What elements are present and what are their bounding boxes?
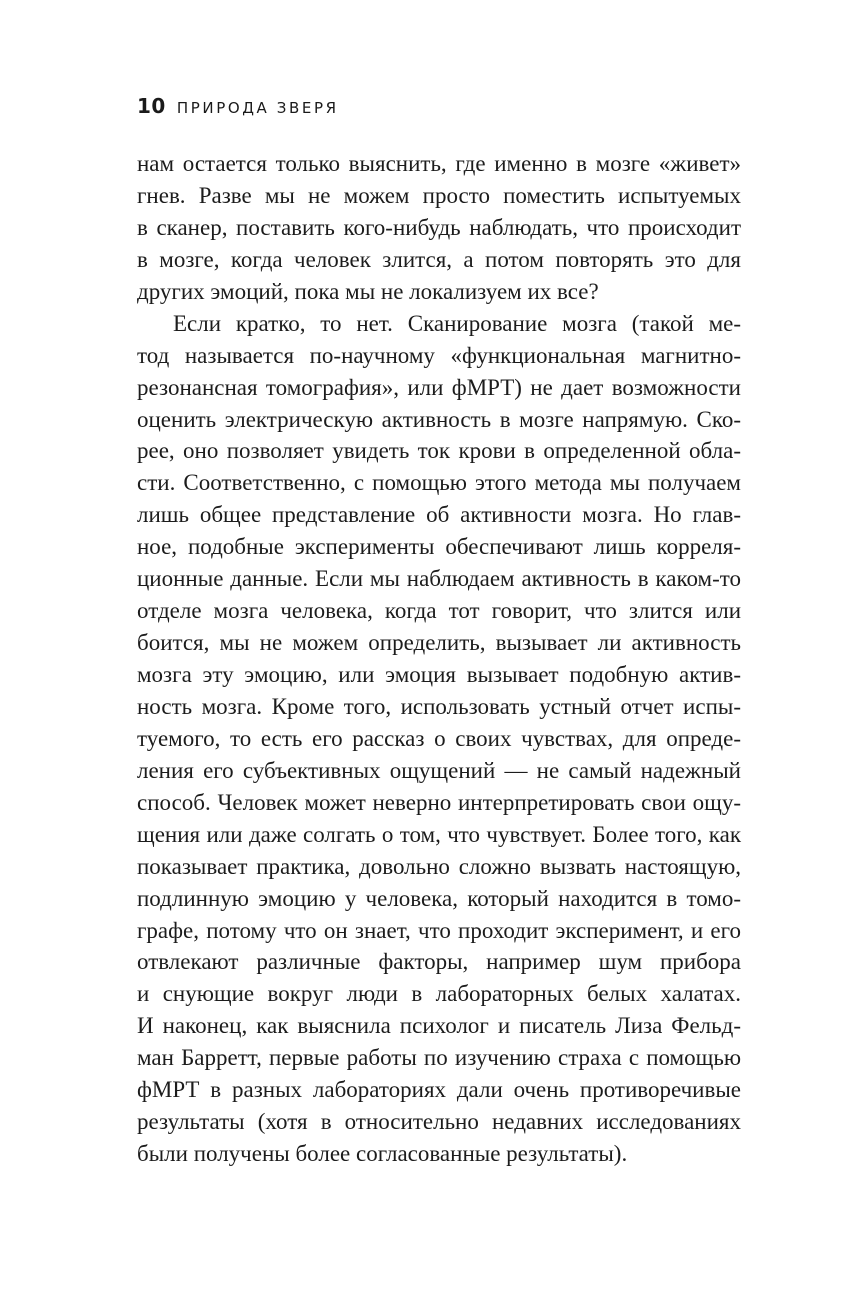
text-line: ман Барретт, первые работы по изучению страха с помощью bbox=[137, 1045, 741, 1071]
text-line: ность мозга. Кроме того, использовать устный отчет испы- bbox=[137, 693, 741, 719]
text-line: в сканер, поставить кого-нибудь наблюдать, что происходит bbox=[137, 214, 741, 240]
text-line: фМРТ в разных лабораториях дали очень противоречивые bbox=[137, 1077, 741, 1103]
text-line: были получены более согласованные результаты). bbox=[137, 1141, 628, 1167]
text-line: показывает практика, довольно сложно вызвать настоящую, bbox=[137, 853, 741, 879]
text-line: И наконец, как выяснила психолог и писатель Лиза Фельд- bbox=[137, 1013, 741, 1039]
text-line: отделе мозга человека, когда тот говорит, что злится или bbox=[137, 598, 741, 624]
text-line: способ. Человек может неверно интерпретировать свои ощу- bbox=[137, 789, 741, 815]
body-text bbox=[137, 148, 741, 1170]
text-line: Если кратко, то нет. Сканирование мозга (такой ме- bbox=[173, 310, 741, 336]
text-line: оценить электрическую активность в мозге напрямую. Ско- bbox=[137, 406, 741, 432]
text-line: мозга эту эмоцию, или эмоция вызывает подобную актив- bbox=[137, 662, 741, 687]
text-line: подлинную эмоцию у человека, который находится в томо- bbox=[137, 885, 741, 911]
text-line: и снующие вокруг люди в лабораторных белых халатах. bbox=[137, 981, 741, 1007]
text-line: рее, оно позволяет увидеть ток крови в определенной обла- bbox=[137, 438, 741, 464]
text-line: боится, мы не можем определить, вызывает ли активность bbox=[137, 630, 741, 656]
text-line: отвлекают различные факторы, например шум прибора bbox=[137, 949, 741, 975]
text-line: гнев. Разве мы не можем просто поместить испытуемых bbox=[137, 182, 741, 208]
text-line: тод называется по-научному «функциональная магнитно- bbox=[137, 342, 741, 368]
text-line: сти. Соответственно, с помощью этого метода мы получаем bbox=[137, 470, 741, 496]
text-line: других эмоций, пока мы не локализуем их все? bbox=[137, 278, 599, 304]
text-line: резонансная томография», или фМРТ) не дает возможности bbox=[137, 374, 741, 400]
text-line: результаты (хотя в относительно недавних исследованиях bbox=[137, 1109, 741, 1135]
text-line: ное, подобные эксперименты обеспечивают лишь корреля- bbox=[137, 534, 741, 560]
text-line: лишь общее представление об активности мозга. Но глав- bbox=[137, 502, 741, 528]
text-line: нам остается только выяснить, где именно в мозге «живет» bbox=[137, 151, 741, 176]
text-line: в мозге, когда человек злится, а потом повторять это для bbox=[137, 246, 741, 272]
text-line: ционные данные. Если мы наблюдаем активность в каком-то bbox=[137, 566, 741, 592]
running-title: ПРИРОДА ЗВЕРЯ bbox=[176, 99, 339, 117]
page-number: 10 bbox=[137, 94, 166, 118]
running-head bbox=[137, 94, 339, 124]
text-line: туемого, то есть его рассказ о своих чувствах, для опреде- bbox=[137, 725, 741, 751]
text-line: щения или даже солгать о том, что чувствует. Более того, как bbox=[137, 821, 741, 847]
text-line: графе, потому что он знает, что проходит эксперимент, и его bbox=[137, 917, 741, 943]
text-line: ления его субъективных ощущений — не самый надежный bbox=[137, 757, 741, 783]
